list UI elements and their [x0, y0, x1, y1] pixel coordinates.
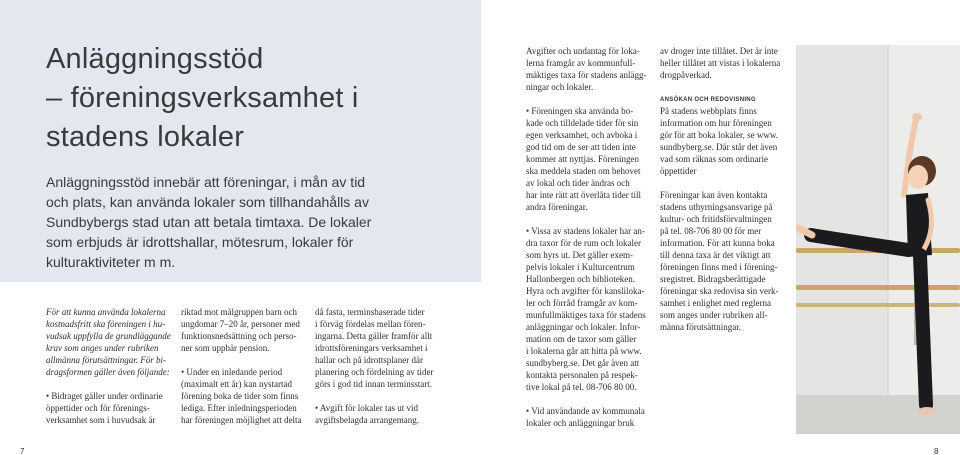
bullet-line: har inte rätt att överlåta tider till [526, 190, 641, 200]
text-line: ingarna. Detta gäller framför allt [315, 331, 433, 341]
italic-line: allmänna förutsättningar. För bi- [46, 355, 167, 365]
bullet-line: • Föreningen ska använda bo- [526, 106, 634, 116]
italic-line: dragsformen gäller även följande: [46, 367, 170, 377]
text-line: funktionsnedsättning och perso- [181, 331, 297, 341]
text-line: riktad mot målgruppen barn och [181, 307, 297, 317]
text-column-2 [181, 306, 305, 426]
bullet-line: (maximalt ett år) kan nystartad [181, 379, 292, 389]
text-line: samhet i enlighet med reglerna [660, 298, 771, 308]
title-line: stadens lokaler [46, 121, 245, 153]
bullet-line: egen verksamhet, och avboka i [526, 130, 638, 140]
paragraph-gap [526, 213, 650, 225]
text-line: På stadens webbplats finns [660, 106, 757, 116]
italic-line: krav som anges under rubriken [46, 343, 159, 353]
text-line: lerna framgår av kommunfull- [526, 58, 636, 68]
text-line: av droger inte tillåtet. Det är inte [660, 46, 778, 56]
text-line: då fasta, terminsbaserade tider [315, 307, 425, 317]
bullet-line: tive lokal på tel. 08-706 80 00. [526, 382, 637, 392]
ballet-illustration [796, 45, 960, 434]
text-line: männa förutsättningar. [660, 322, 741, 332]
text-line: information om hur föreningen [660, 118, 772, 128]
bullet-line: ler och förråd framgår av kom- [526, 298, 638, 308]
text-line: gör för att boka lokaler, se www. [660, 130, 779, 140]
bullet-line: förening boka de tider som finns [181, 391, 299, 401]
ballet-photo [796, 45, 960, 434]
text-line: vad som räknas som ordinarie [660, 154, 768, 164]
intro-paragraph [46, 172, 466, 272]
bullet-line: • Bidraget gäller under ordinarie [46, 391, 163, 401]
bullet-line: öppettider och för förenings- [46, 403, 150, 413]
text-line: heller tillåtet att vistas i lokalerna [660, 58, 781, 68]
bullet-line: dra taxor för de rum och lokaler [526, 238, 641, 248]
bullet-line: har föreningen möjlighet att delta [181, 415, 302, 425]
text-line: i förväg fördelas mellan fören- [315, 319, 426, 329]
bullet-line: kontakta personalen på respek- [526, 370, 638, 380]
text-line: föreningen finns med i förening- [660, 262, 778, 272]
paragraph-gap [660, 81, 788, 93]
bullet-line: • Vid användande av kommunala [526, 406, 645, 416]
intro-line: Sundbybergs stad utan att betala timtaxa. De lokaler [46, 214, 372, 230]
bullet-line: mation om de taxor som gäller [526, 334, 637, 344]
paragraph-gap [526, 93, 650, 105]
bullet-line: kade och tilldelade tider för sin [526, 118, 639, 128]
paragraph-gap [660, 177, 788, 189]
text-line: planering och fördelning av tider [315, 367, 434, 377]
text-line: mäktiges taxa för stadens anlägg- [526, 70, 647, 80]
bullet-line: anläggningar och lokaler. Infor- [526, 322, 641, 332]
page-number-right: 8 [934, 447, 939, 455]
intro-line: och plats, kan använda lokaler som tillhandahålls av [46, 194, 369, 210]
intro-line: kulturaktiviteter m m. [46, 254, 176, 270]
text-column-3 [315, 306, 441, 426]
text-column-1 [46, 306, 174, 426]
text-line: ungdomar 7–20 år, personer med [181, 319, 300, 329]
text-line: drogpåverkad. [660, 70, 712, 80]
text-line: kultur- och fritidsförvaltningen [660, 214, 772, 224]
section-subheading: ANSÖKAN OCH REDOVISNING [660, 97, 756, 103]
bullet-line: Hallonbergen och biblioteken. [526, 274, 636, 284]
bullet-line: som hyrs ut. Det gäller exem- [526, 250, 633, 260]
bullet-line: kommer att nyttjas. Föreningen [526, 154, 639, 164]
page-number-left: 7 [20, 447, 25, 455]
bullet-line: lediga. Efter inledningsperioden [181, 403, 297, 413]
bullet-line: andra föreningar. [526, 202, 588, 212]
bullet-line: munfullmäktiges taxa för stadens [526, 310, 646, 320]
paragraph-gap [315, 390, 441, 402]
bullet-line: lokaler och anläggningar bruk [526, 418, 635, 428]
intro-line: Anläggningsstöd innebär att föreningar, i mån av tid [46, 174, 366, 190]
text-line: sregistret. Bidragsberättigade [660, 274, 766, 284]
text-line: sundbyberg.se. Där står det även [660, 142, 778, 152]
text-line: information. För att kunna boka [660, 238, 775, 248]
text-line: ner som uppbär pension. [181, 343, 270, 353]
title-line: Anläggningsstöd [46, 43, 264, 75]
text-line: öppettider [660, 166, 697, 176]
text-line: som anges under rubriken all- [660, 310, 768, 320]
text-line: stadens uthyrningsansvarige på [660, 202, 773, 212]
text-line: Föreningar kan även kontakta [660, 190, 768, 200]
text-line: till denna taxa är det viktigt att [660, 250, 771, 260]
paragraph-gap [181, 354, 305, 366]
italic-line: vudsak uppfylla de grundläggande [46, 331, 171, 341]
bullet-line: • Avgift för lokaler tas ut vid [315, 403, 418, 413]
text-line: på tel. 08-706 80 00 för mer [660, 226, 762, 236]
bullet-line: Hyra och avgifter för kansliloka- [526, 286, 645, 296]
italic-line: kostnadsfritt ska föreningen i hu- [46, 319, 166, 329]
bullet-line: verksamhet som i huvudsak är [46, 415, 156, 425]
text-line: görs i god tid innan terminsstart. [315, 379, 432, 389]
text-column-5 [660, 45, 788, 333]
bullet-line: god tid om de ser att tiden inte [526, 142, 636, 152]
bullet-line: avgiftsbelagda arrangemang. [315, 415, 419, 425]
title-line: – föreningsverksamhet i [46, 82, 359, 114]
text-column-4 [526, 45, 650, 429]
text-line: Avgifter och undantag för loka- [526, 46, 640, 56]
bullet-line: pelvis lokaler i Kulturcentrum [526, 262, 635, 272]
intro-line: som erbjuds är idrottshallar, mötesrum, lokaler för [46, 234, 354, 250]
text-line: föreningar ska redovisa sin verk- [660, 286, 779, 296]
page-title [46, 40, 466, 157]
paragraph-gap [526, 393, 650, 405]
text-line: idrottsföreningars verksamhet i [315, 343, 428, 353]
bullet-line: • Vissa av stadens lokaler har an- [526, 226, 645, 236]
text-line: ningar och lokaler. [526, 82, 594, 92]
bullet-line: ska meddela staden om behovet [526, 166, 641, 176]
italic-line: För att kunna använda lokalerna [46, 307, 166, 317]
bullet-line: i lokalerna går att hitta på www. [526, 346, 642, 356]
paragraph-gap [46, 378, 174, 390]
text-line: hallar och på idrottsplaner där [315, 355, 423, 365]
bullet-line: • Under en inledande period [181, 367, 283, 377]
bullet-line: sundbyberg.se. Det går även att [526, 358, 640, 368]
bullet-line: av lokal och tider ändras och [526, 178, 630, 188]
